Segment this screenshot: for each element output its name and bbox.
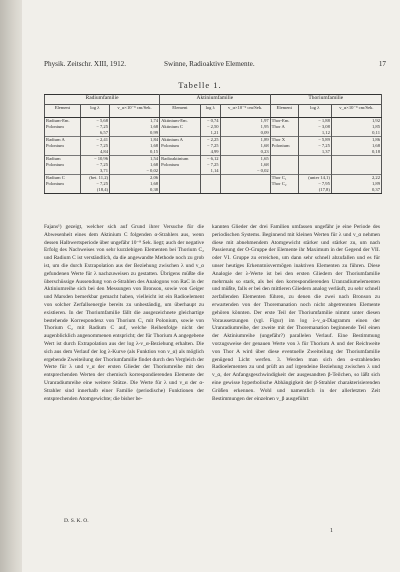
table-cell: 1,54 bbox=[110, 156, 160, 163]
table-cell: 1,68 bbox=[110, 162, 160, 168]
table-cell: − 3,08 bbox=[298, 124, 331, 130]
paragraph: kannten Glieder der drei Familien umfassen ungefähr je eine Periode des periodischen Systems. Beginnend mit kleinen Werten für λ und v_α nehmen diese mit abnehmendem Atomgewicht stärker und stärker zu, um nach Passierung der O-Gruppe der Elemente ihr Maximum in der Gegend der VII. oder VI. Gruppe zu erreichen, um dann sehr schnell abzufallen und es für unser heutiges Erkenntnisvermögen inaktiven Elementen zu führen. Diese Analogie der λ-Werte ist bei den ersten Gliedern der Thoriumfamilie mehrmals so stark, als bei den korrespondierenden Uranradiumelementen und müßte, falls er bei den mittleren Gliedern analog verläuft, zu sehr schnell zerfallenden Elementen führen, zu denen die zwei nach Bronson zu erwartenden von der Thoremanation noch nicht abgetrennten Elemente gehören könnten. Der erste Teil der Thoriumfamilie nimmt unter diesen Voraussetzungen (vgl. Figur) im log λ-v_α-Diagramm einen der Uranradiumreihe, der zweite mit der Thoremanation beginnende Teil einen der Aktiniumreihe (ungefähr?) parallelen Verlauf. Eine Bestimmung vorzugsweise der genauen Werte von λ für Thorium A und der Reichweite von Thor A wird über diese eventuelle Zweiteilung der Thoriumfamilie genügend Licht werfen. 3. Werden man sich den α-strahlenden Radioelementen zu und prüft an auf irgendeine Beziehung zwischen λ und v_α, der Anfangsgeschwindigkeit der ausgesandten β-Teilchen, so läßt sich eine gewisse hyperbolische Abhängigkeit der β-Strahler charakterisierenden Größen erkennen. Wohl und namentlich in der allerletzten Zeit Bestimmungen der einzelnen v_β ausgeführt bbox=[212, 224, 380, 402]
table-cell: 1,68 bbox=[110, 124, 160, 130]
table-cell: Thor C₁ bbox=[270, 175, 298, 182]
group-header-actinium: Aktiniumfamilie bbox=[160, 95, 271, 105]
table-cell: 0,18 bbox=[331, 149, 381, 156]
table-cell: 1,84 bbox=[110, 137, 160, 144]
paragraph: Fajans¹) gezeigt, welcher sich auf Grund ihrer Versuche für die Abwesenheit eines dem Aktinium C folgenden α-Strahlers aus, wenn dessen Halbwertsperiode über ungefähr 10⁻⁸ Sek. liegt; auch der negative Erfolg des Nachweises von sehr kurzlebigen Elementen bei Thorium C₂ und Radium C ist verständlich, da die angewandte Methode noch zu grob ist, um die durch Extrapolation aus der Beziehung zwischen λ und v_α gefundenen Werte für λ nachzuweisen zu gestatten. Übrigens müßte die überschüssige Aussendung von α-Strahlen des Analogons von RaC in der Aktiniumreihe sich bei den Messungen von Bronson, sowie von Geiger und Marsden bemerkbar gemacht haben, vielleicht ist ein Radioelement von solcher Zerfallsenergie bereits zu unbeständig, um überhaupt zu existieren. In der Thoriumfamilie fällt die ausgezeichnete gleichartige bestehende Korrespondenz von Thorium C₁ mit Polonium, sowie von Thorium C₂ mit Radium C auf, welche Reihenfolge nicht der augenblicklich angenommenen entspricht; der für Thorium A angegebene Wert ist durch Extrapolation aus der log λ-v_α-Beziehung erhalten. Die sich aus dem Verlauf der log λ-Kurve (als Funktion von v_α) als möglich ergebende Zweiteilung der Thoriumfamilie findet durch den Vergleich der Werte für λ und v_α der ersten Glieder der Thoriumreihe mit den entsprechenden Werten der chemisch korrespondierenden Elemente der Uranradiumreihe eine weitere Stütze. Die Werte für λ und v_α der α-Strahler sind innerhalb einer Familie (periodische) Funktionen der entsprechenden Atomgewichte; die bisher be- bbox=[44, 224, 204, 402]
table-cell: 2,06 bbox=[110, 175, 160, 182]
table-cell: Polonium bbox=[45, 124, 81, 130]
journal-citation: Physik. Zeitschr. XIII, 1912. bbox=[44, 60, 127, 68]
table-cell: 1,86 bbox=[331, 137, 381, 144]
table-cell: Aktinium C bbox=[160, 124, 201, 130]
body-column-left bbox=[44, 224, 204, 403]
table-cell bbox=[270, 187, 298, 194]
table-cell: Aktinium A bbox=[160, 137, 201, 144]
body-column-right bbox=[212, 224, 380, 403]
table-cell: − 7,25 bbox=[80, 143, 109, 149]
table-cell: Polonium bbox=[45, 162, 81, 168]
table-cell: − 7,25 bbox=[200, 162, 220, 168]
table-cell: Aktinium-Em. bbox=[160, 118, 201, 125]
table-cell: 1,68 bbox=[110, 181, 160, 187]
table-cell: 1,37 bbox=[298, 149, 331, 156]
table-cell: Radium A bbox=[45, 137, 81, 144]
table-cell: 1,12 bbox=[298, 130, 331, 137]
table-cell: − 0,74 bbox=[200, 118, 220, 125]
group-header-radium: Radiumfamilie bbox=[45, 95, 160, 105]
table-cell: 4,84 bbox=[80, 149, 109, 156]
table-cell: 1,92 bbox=[331, 118, 381, 125]
table-cell: 0,38 bbox=[110, 187, 160, 194]
table-cell: Thor A bbox=[270, 124, 298, 130]
table-cell: − 6,12 bbox=[200, 156, 220, 163]
table-cell: 1,68 bbox=[110, 143, 160, 149]
col-header-element: Element bbox=[160, 105, 201, 118]
table-body bbox=[45, 118, 382, 194]
table-cell: Polonium bbox=[160, 143, 201, 149]
table-cell: 1,68 bbox=[220, 143, 270, 149]
table-cell: (bet. 11,2) bbox=[80, 175, 109, 182]
table-cell: 0,09 bbox=[220, 130, 270, 137]
table-cell: 1,85 bbox=[331, 124, 381, 130]
table-cell: − 7,25 bbox=[80, 162, 109, 168]
group-header-thorium: Thoriumfamilie bbox=[270, 95, 381, 105]
col-header-velocity: v_α×10⁻⁹ cm/Sek. bbox=[220, 105, 270, 118]
table-cell: (18,4) bbox=[80, 187, 109, 194]
table-cell: − 5,89 bbox=[298, 137, 331, 144]
table-cell: (unter 14,1) bbox=[298, 175, 331, 182]
col-header-loglambda: log λ bbox=[298, 105, 331, 118]
table-cell: Thor X bbox=[270, 137, 298, 144]
table-title: Tabelle 1. bbox=[178, 80, 222, 90]
table-cell: Polonium bbox=[45, 143, 81, 149]
table-cell: − 5,68 bbox=[80, 118, 109, 125]
table-cell: 0,15 bbox=[110, 149, 160, 156]
table-cell: 1,14 bbox=[200, 168, 220, 175]
table-cell: 1,97 bbox=[220, 118, 270, 125]
table-cell: 2,22 bbox=[331, 175, 381, 182]
table-cell: 1,68 bbox=[331, 143, 381, 149]
table-cell: 3,71 bbox=[80, 168, 109, 175]
table-cell: 0,37 bbox=[331, 187, 381, 194]
table-cell: 1,89 bbox=[331, 181, 381, 187]
table-cell bbox=[45, 187, 81, 194]
table-cell: Radium-Em. bbox=[45, 118, 81, 125]
table-row bbox=[45, 187, 382, 194]
printer-mark: 1 bbox=[330, 528, 333, 534]
table-cell bbox=[220, 187, 270, 194]
table-cell: 0,23 bbox=[220, 149, 270, 156]
col-header-element: Element bbox=[45, 105, 81, 118]
table-cell: − 7,25 bbox=[80, 124, 109, 130]
footnote-signature: D. S. K. O. bbox=[64, 518, 89, 524]
table-cell: − 7,25 bbox=[298, 143, 331, 149]
table-cell: Radium C bbox=[45, 175, 81, 182]
table-cell: − 7,25 bbox=[80, 181, 109, 187]
table-cell: Polonium bbox=[270, 143, 298, 149]
table-cell: Radium bbox=[45, 156, 81, 163]
col-header-velocity: v_α×10⁻⁹ cm/Sek. bbox=[110, 105, 160, 118]
table-cell: − 10,96 bbox=[80, 156, 109, 163]
table-cell: 1,21 bbox=[200, 130, 220, 137]
table-cell: 6,57 bbox=[80, 130, 109, 137]
table-cell bbox=[200, 187, 220, 194]
table-cell: − 2,50 bbox=[200, 124, 220, 130]
table-cell: − 0,02 bbox=[110, 168, 160, 175]
table-cell: Thor C₂ bbox=[270, 181, 298, 187]
col-header-loglambda: log λ bbox=[80, 105, 109, 118]
table-cell: 4,99 bbox=[200, 149, 220, 156]
table-cell bbox=[160, 187, 201, 194]
table-cell: (17,8) bbox=[298, 187, 331, 194]
table-cell: 1,89 bbox=[220, 137, 270, 144]
table-cell: − 2,41 bbox=[80, 137, 109, 144]
data-table bbox=[44, 94, 382, 194]
table-cell: − 7,95 bbox=[298, 181, 331, 187]
table-cell: Polonium bbox=[45, 181, 81, 187]
table-cell: 0,11 bbox=[331, 130, 381, 137]
table-cell: − 7,25 bbox=[200, 143, 220, 149]
table-cell: Thor-Em. bbox=[270, 118, 298, 125]
col-header-element: Element bbox=[270, 105, 298, 118]
col-header-loglambda: log λ bbox=[200, 105, 220, 118]
table-cell: 1,65 bbox=[220, 156, 270, 163]
table-cell: Polonium bbox=[160, 162, 201, 168]
table-cell: 1,68 bbox=[220, 162, 270, 168]
table-cell: − 1,88 bbox=[298, 118, 331, 125]
running-header bbox=[44, 58, 386, 70]
table-cell: Radioaktinium bbox=[160, 156, 201, 163]
table-cell: 0,99 bbox=[110, 130, 160, 137]
col-header-velocity: v_α×10⁻⁹ cm/Sek. bbox=[331, 105, 381, 118]
table-cell: − 0,02 bbox=[220, 168, 270, 175]
table-cell: − 2,25 bbox=[200, 137, 220, 144]
table-cell: 1,95 bbox=[220, 124, 270, 130]
article-title: Swinne, Radioaktive Elemente. bbox=[164, 60, 255, 68]
page-number: 17 bbox=[378, 60, 386, 68]
table-cell: 1,74 bbox=[110, 118, 160, 125]
